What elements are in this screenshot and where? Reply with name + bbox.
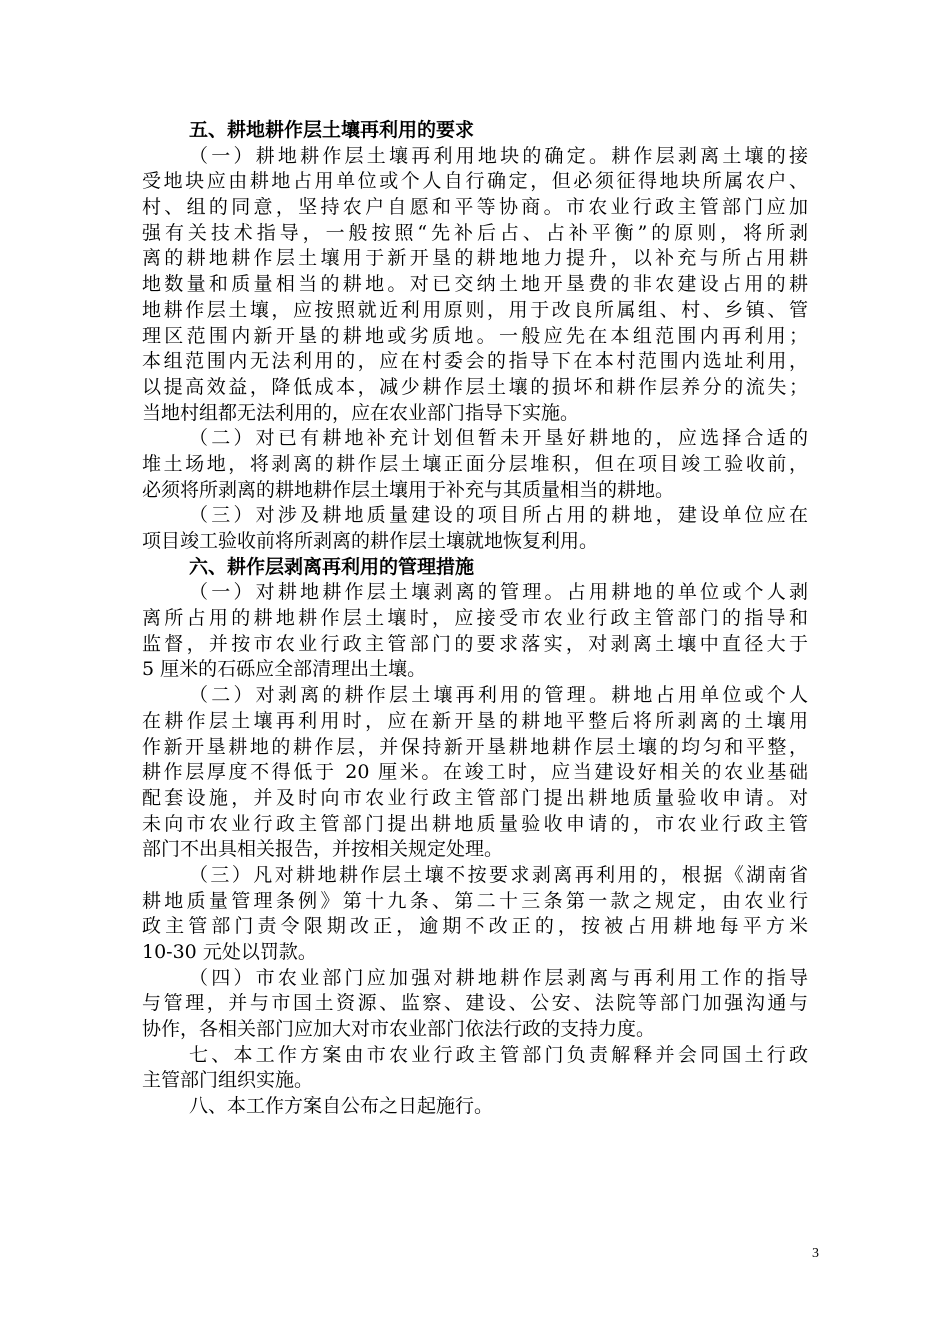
paragraph-line: 协作，各相关部门应加大对市农业部门依法行政的支持力度。 [142,1018,656,1041]
paragraph-line: （一）对耕地耕作层土壤剥离的管理。占用耕地的单位或个人剥 [189,581,808,604]
paragraph-line: 八、本工作方案自公布之日起施行。 [189,1095,494,1118]
paragraph-line: 项目竣工验收前将所剥离的耕作层土壤就地恢复利用。 [142,530,599,552]
paragraph-line: 地数量和质量相当的耕地。对已交纳土地开垦费的非农建设占用的耕 [142,273,808,296]
paragraph-line: 部门不出具相关报告，并按相关规定处理。 [142,838,504,861]
paragraph-line: 离的耕地耕作层土壤用于新开垦的耕地地力提升，以补充与所占用耕 [142,247,808,270]
paragraph-line: 耕作层厚度不得低于 20 厘米。在竣工时，应当建设好相关的农业基础 [142,761,808,784]
paragraph-line: 政主管部门责令限期改正，逾期不改正的，按被占用耕地每平方米 [142,915,808,938]
paragraph-line: （三）对涉及耕地质量建设的项目所占用的耕地，建设单位应在 [189,504,808,527]
paragraph-line: 配套设施，并及时向市农业行政主管部门提出耕地质量验收申请。对 [142,786,808,809]
paragraph-line: 与管理，并与市国土资源、监察、建设、公安、法院等部门加强沟通与 [142,992,808,1015]
paragraph-line: 未向市农业行政主管部门提出耕地质量验收申请的，市农业行政主管 [142,812,808,835]
paragraph-line: 堆土场地，将剥离的耕作层土壤正面分层堆积，但在项目竣工验收前， [142,452,808,475]
paragraph-line: 监督，并按市农业行政主管部门的要求落实，对剥离土壤中直径大于 [142,632,808,655]
section-heading: 五、耕地耕作层土壤再利用的要求 [189,119,475,141]
paragraph-line: 村、组的同意，坚持农户自愿和平等协商。市农业行政主管部门应加 [142,196,808,219]
paragraph-line: 作新开垦耕地的耕作层，并保持新开垦耕地耕作层土壤的均匀和平整， [142,735,808,758]
paragraph-line: 强有关技术指导，一般按照“先补后占、占补平衡”的原则，将所剥 [142,221,808,244]
paragraph-line: 5 厘米的石砾应全部清理出土壤。 [142,658,427,681]
paragraph-line: 当地村组都无法利用的，应在农业部门指导下实施。 [142,401,580,424]
paragraph-line: （二）对已有耕地补充计划但暂未开垦好耕地的，应选择合适的 [189,427,808,450]
paragraph-line: （四）市农业部门应加强对耕地耕作层剥离与再利用工作的指导 [189,966,808,989]
paragraph-line: 耕地质量管理条例》第十九条、第二十三条第一款之规定，由农业行 [142,889,808,912]
paragraph-line: 10-30 元处以罚款。 [142,941,317,963]
paragraph-line: 地耕作层土壤，应按照就近利用原则，用于改良所属组、村、乡镇、管 [142,298,808,321]
paragraph-line: 离所占用的耕地耕作层土壤时，应接受市农业行政主管部门的指导和 [142,607,808,630]
paragraph-line: 受地块应由耕地占用单位或个人自行确定，但必须征得地块所属农户、 [142,170,808,193]
paragraph-line: 在耕作层土壤再利用时，应在新开垦的耕地平整后将所剥离的土壤用 [142,709,808,732]
document-body [142,118,808,1120]
page-number: 3 [812,1246,819,1261]
paragraph-line: （一）耕地耕作层土壤再利用地块的确定。耕作层剥离土壤的接 [189,144,808,167]
paragraph-line: 理区范围内新开垦的耕地或劣质地。一般应先在本组范围内再利用； [142,324,808,347]
paragraph-line: 以提高效益，降低成本，减少耕作层土壤的损坏和耕作层养分的流失； [142,375,808,398]
paragraph-line: （二）对剥离的耕作层土壤再利用的管理。耕地占用单位或个人 [189,684,808,707]
paragraph-line: 主管部门组织实施。 [142,1069,314,1092]
paragraph-line: 必须将所剥离的耕地耕作层土壤用于补充与其质量相当的耕地。 [142,478,675,501]
paragraph-line: 本组范围内无法利用的，应在村委会的指导下在本村范围内选址利用， [142,350,808,373]
paragraph-line: （三）凡对耕地耕作层土壤不按要求剥离再利用的，根据《湖南省 [189,863,808,886]
section-heading: 六、耕作层剥离再利用的管理措施 [189,555,475,578]
paragraph-line: 七、本工作方案由市农业行政主管部门负责解释并会同国土行政 [189,1043,808,1066]
